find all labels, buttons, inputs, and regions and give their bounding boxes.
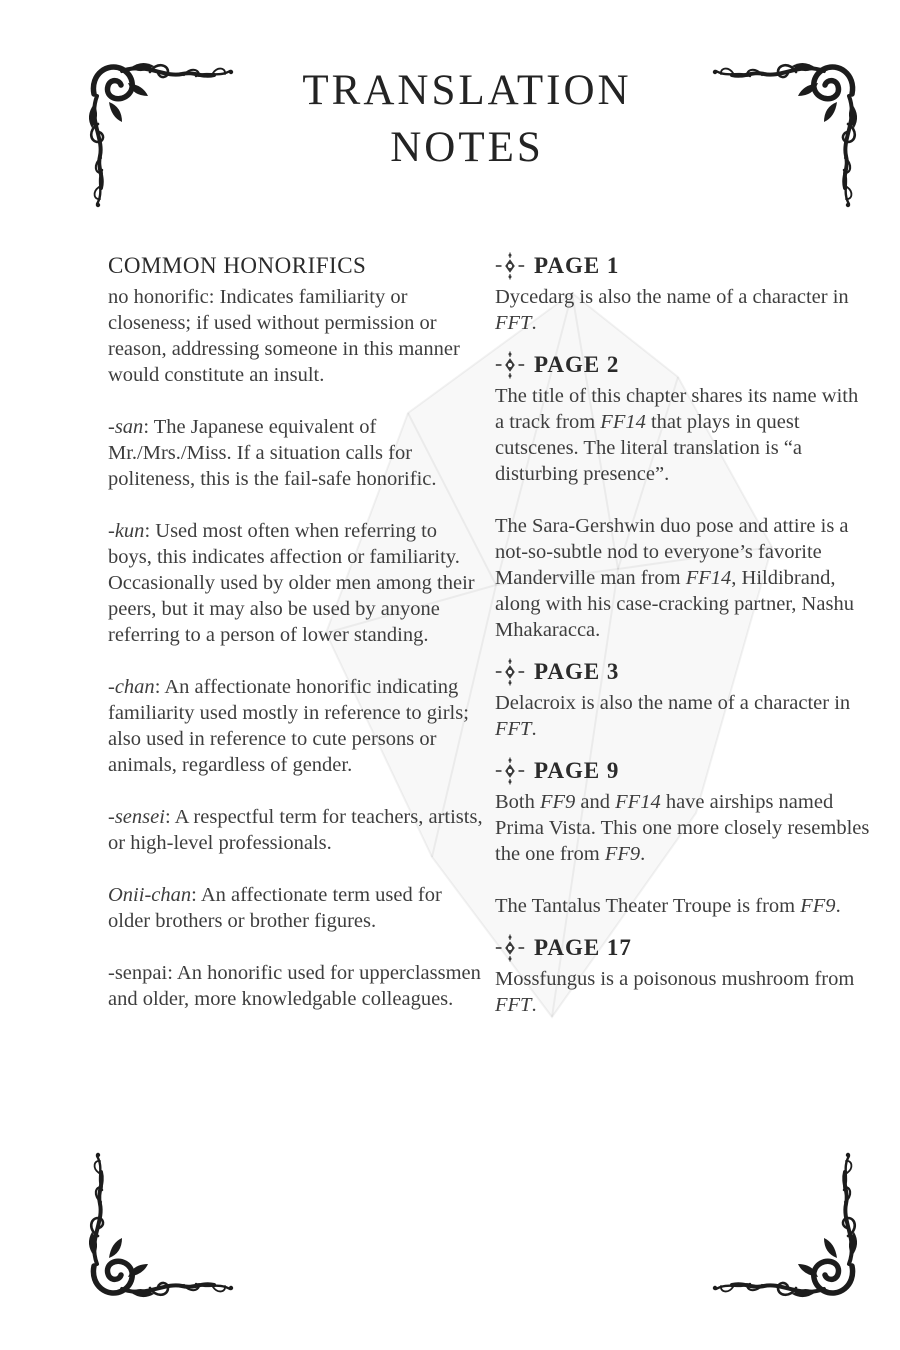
note-paragraph: [495, 383, 870, 487]
honorific-entry: [108, 674, 486, 778]
honorific-entry: [108, 414, 486, 492]
page-note-heading: [495, 349, 870, 381]
page-note-heading: [495, 250, 870, 282]
compass-ornament-icon: [495, 350, 525, 380]
text-run: , Hildibrand, along with his case-cracking partner, Nashu Mhakaracca.: [495, 567, 854, 641]
text-run: have airships named Prima Vista. This one more closely resembles the one from: [495, 791, 870, 865]
page-note-heading-label: PAGE 2: [534, 352, 620, 377]
page-note-section: [495, 656, 870, 742]
text-run: Mossfungus is a poisonous mushroom from: [495, 968, 855, 990]
page-note-section: [495, 250, 870, 336]
page-notes-column: [495, 250, 870, 1031]
page-note-heading-label: PAGE 3: [534, 659, 620, 684]
italic-run: -kun: [108, 520, 145, 542]
text-run: Both: [495, 791, 540, 813]
text-run: Dycedarg is also the name of a character in: [495, 286, 849, 308]
honorifics-column: [108, 250, 486, 1012]
corner-flourish-bottom-right-icon: [710, 1150, 862, 1302]
italic-run: -chan: [108, 676, 155, 698]
italic-run: FF14: [615, 791, 661, 813]
text-run: .: [640, 843, 646, 865]
italic-run: FF9: [604, 843, 641, 865]
honorific-entry: [108, 518, 486, 648]
note-paragraph: [495, 513, 870, 643]
honorific-entry: [108, 960, 486, 1012]
text-run: : An affectionate honorific indicating familiarity used mostly in reference to girls; also used in reference to cute persons or animals, regardless of gender.: [108, 676, 469, 776]
text-run: The Tantalus Theater Troupe is from: [495, 895, 801, 917]
text-run: .: [531, 994, 537, 1016]
italic-run: -san: [108, 416, 144, 438]
honorifics-heading: COMMON HONORIFICS: [108, 253, 367, 278]
honorifics-entries: [108, 284, 486, 1012]
text-run: .: [531, 718, 537, 740]
text-run: -senpai: An honorific used for upperclassmen and older, more knowledgable colleagues.: [108, 962, 481, 1010]
note-paragraph: [495, 690, 870, 742]
page-title: [17, 62, 900, 176]
page-note-heading: [495, 656, 870, 688]
text-run: : An affectionate term used for older brothers or brother figures.: [108, 884, 442, 932]
corner-flourish-bottom-left-icon: [84, 1150, 236, 1302]
text-run: and: [575, 791, 616, 813]
italic-run: FF9: [800, 895, 836, 917]
page-note-heading-label: PAGE 17: [534, 935, 632, 960]
compass-ornament-icon: [495, 756, 525, 786]
page-title-line-1: TRANSLATION: [302, 67, 632, 114]
italic-run: FF9: [540, 791, 576, 813]
text-run: The title of this chapter shares its name with a track from: [495, 385, 859, 433]
page-note-heading: [495, 755, 870, 787]
compass-ornament-icon: [495, 657, 525, 687]
italic-run: FF14: [600, 411, 646, 433]
text-run: : The Japanese equivalent of Mr./Mrs./Miss. If a situation calls for politeness, this is the fail-safe honorific.: [108, 416, 437, 490]
italic-run: FFT: [495, 312, 532, 334]
text-run: that plays in quest cutscenes. The literal translation is “a disturbing presence”.: [495, 411, 803, 485]
honorific-entry: [108, 284, 486, 388]
note-paragraph: [495, 284, 870, 336]
italic-run: FFT: [495, 994, 532, 1016]
page-note-heading-label: PAGE 9: [534, 758, 620, 783]
page-note-section: [495, 932, 870, 1018]
honorific-entry: [108, 882, 486, 934]
page-note-section: [495, 349, 870, 643]
italic-run: -sensei: [108, 806, 165, 828]
italic-run: FFT: [495, 718, 532, 740]
compass-ornament-icon: [495, 933, 525, 963]
text-run: .: [531, 312, 537, 334]
page-note-heading-label: PAGE 1: [534, 253, 620, 278]
honorific-entry: [108, 804, 486, 856]
italic-run: FF14: [685, 567, 732, 589]
page-note-section: [495, 755, 870, 919]
text-run: no honorific: Indicates familiarity or closeness; if used without permission or reason, addressing someone in this manner would constitute an insult.: [108, 286, 460, 386]
italic-run: Onii-chan: [108, 884, 192, 906]
note-paragraph: [495, 966, 870, 1018]
note-paragraph: [495, 789, 870, 867]
compass-ornament-icon: [495, 251, 525, 281]
text-run: The Sara-Gershwin duo pose and attire is a not-so-subtle nod to everyone’s favorite Manderville man from: [495, 515, 849, 589]
note-paragraph: [495, 893, 870, 919]
page-notes-sections: [495, 250, 870, 1018]
page-note-heading: [495, 932, 870, 964]
text-run: .: [835, 895, 841, 917]
text-run: : A respectful term for teachers, artists, or high-level professionals.: [108, 806, 483, 854]
text-run: Delacroix is also the name of a character in: [495, 692, 851, 714]
text-run: : Used most often when referring to boys, this indicates affection or familiarity. Occasionally used by older men among their peers, but it may also be used by anyone referring to a person of lower standing.: [108, 520, 475, 646]
page-title-line-2: NOTES: [390, 124, 544, 171]
